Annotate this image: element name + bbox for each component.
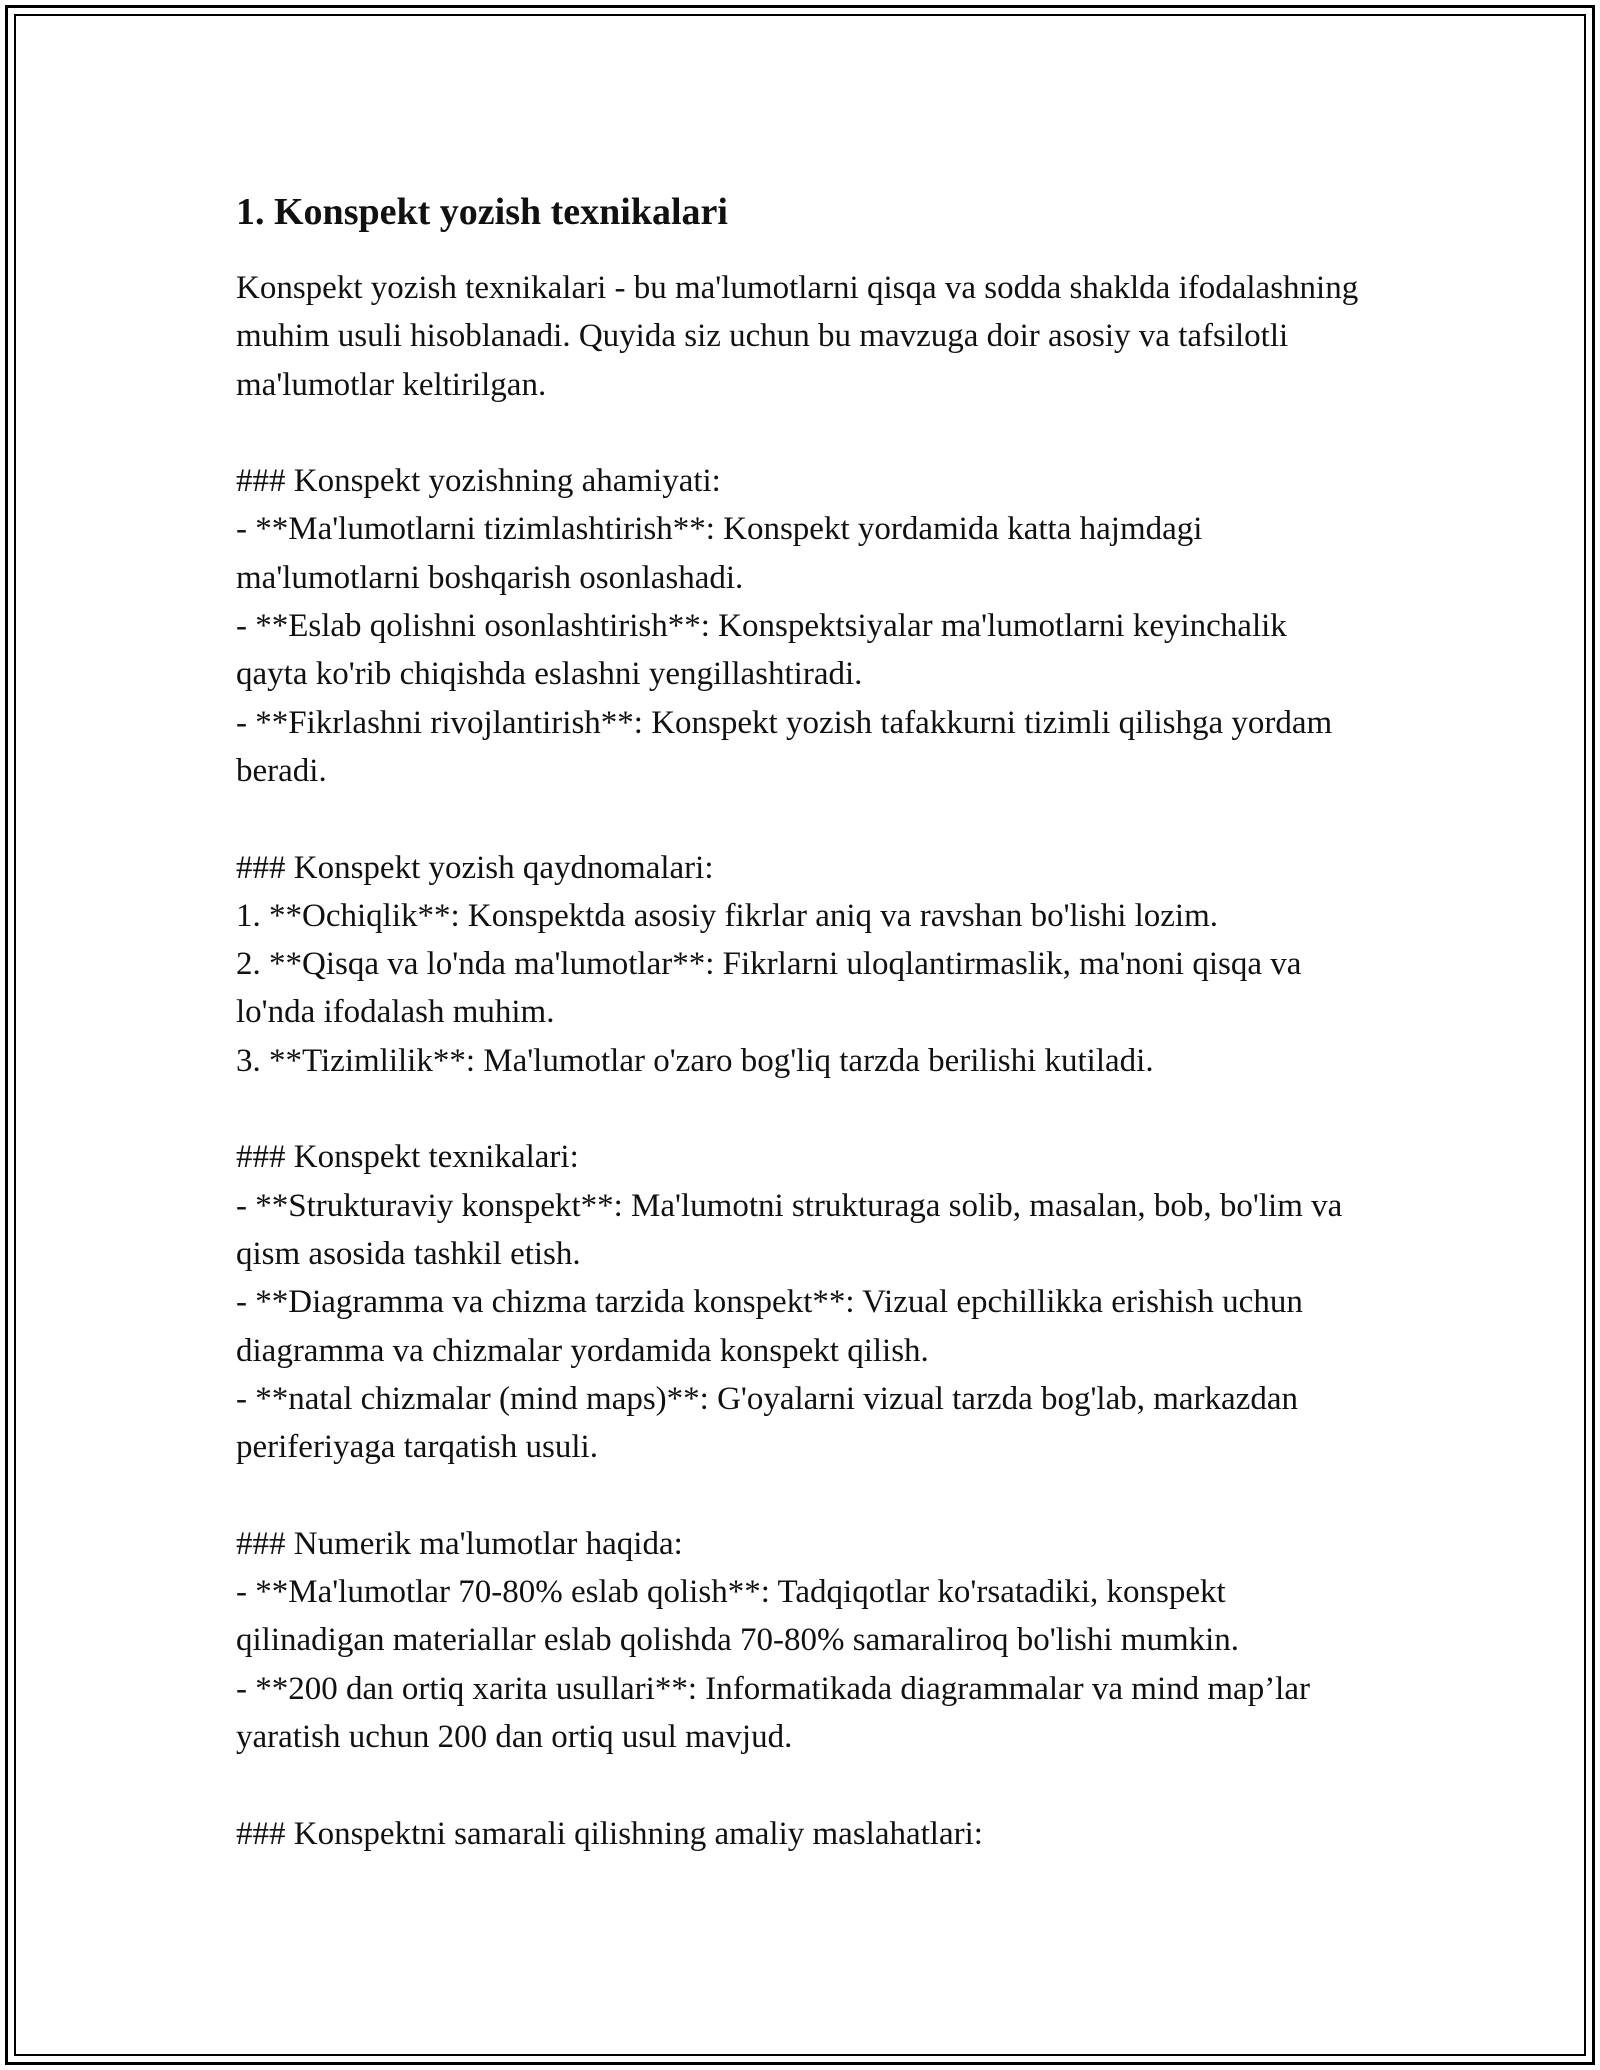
- list-item: 3. **Tizimlilik**: Ma'lumotlar o'zaro bog'liq tarzda berilishi kutiladi.: [236, 1042, 1154, 1079]
- document-body: [236, 188, 1366, 1858]
- section-heading: ### Konspekt texnikalari:: [236, 1139, 579, 1176]
- list-item: - **Fikrlashni rivojlantirish**: Konspekt yozish tafakkurni tizimli qilishga yordam beradi.: [236, 704, 1333, 789]
- list-item: - **Eslab qolishni osonlashtirish**: Konspektsiyalar ma'lumotlarni keyinchalik qayta ko'rib chiqishda eslashni yengillashtiradi.: [236, 608, 1287, 693]
- intro-paragraph: Konspekt yozish texnikalari - bu ma'lumotlarni qisqa va sodda shaklda ifodalashning muhim usuli hisoblanadi. Quyida siz uchun bu mavzuga doir asosiy va tafsilotli ma'lumotlar keltirilgan.: [236, 270, 1359, 403]
- list-item: - **Strukturaviy konspekt**: Ma'lumotni strukturaga solib, masalan, bob, bo'lim va qism asosida tashkil etish.: [236, 1187, 1343, 1272]
- section-heading: ### Konspekt yozish qaydnomalari:: [236, 849, 714, 886]
- section-ahamiyati: [236, 457, 1366, 795]
- list-item: - **Diagramma va chizma tarzida konspekt**: Vizual epchillikka erishish uchun diagramma va chizmalar yordamida konspekt qilish.: [236, 1284, 1303, 1369]
- section-heading: ### Konspekt yozishning ahamiyati:: [236, 463, 721, 500]
- list-item: - **Ma'lumotlar 70-80% eslab qolish**: Tadqiqotlar ko'rsatadiki, konspekt qilinadigan materiallar eslab qolishda 70-80% samaraliroq bo'lishi mumkin.: [236, 1574, 1240, 1659]
- list-item: 1. **Ochiqlik**: Konspektda asosiy fikrlar aniq va ravshan bo'lishi lozim.: [236, 897, 1219, 934]
- list-item: - **200 dan ortiq xarita usullari**: Informatikada diagrammalar va mind map’lar yaratish uchun 200 dan ortiq usul mavjud.: [236, 1670, 1310, 1755]
- list-item: - **Ma'lumotlarni tizimlashtirish**: Konspekt yordamida katta hajmdagi ma'lumotlarni boshqarish osonlashadi.: [236, 511, 1203, 596]
- section-heading: ### Numerik ma'lumotlar haqida:: [236, 1525, 683, 1562]
- list-item: - **natal chizmalar (mind maps)**: G'oyalarni vizual tarzda bog'lab, markazdan periferiyaga tarqatish usuli.: [236, 1380, 1298, 1466]
- section-texnikalari: [236, 1133, 1366, 1471]
- list-item: 2. **Qisqa va lo'nda ma'lumotlar**: Fikrlarni uloqlantirmaslik, ma'noni qisqa va lo'nda ifodalash muhim.: [236, 946, 1302, 1031]
- document-title: 1. Konspekt yozish texnikalari: [236, 191, 728, 233]
- section-qaydnomalari: [236, 844, 1366, 1085]
- section-numerik: [236, 1520, 1366, 1761]
- section-heading: ### Konspektni samarali qilishning amaliy maslahatlari:: [236, 1815, 983, 1852]
- section-maslahatlari: [236, 1810, 1366, 1858]
